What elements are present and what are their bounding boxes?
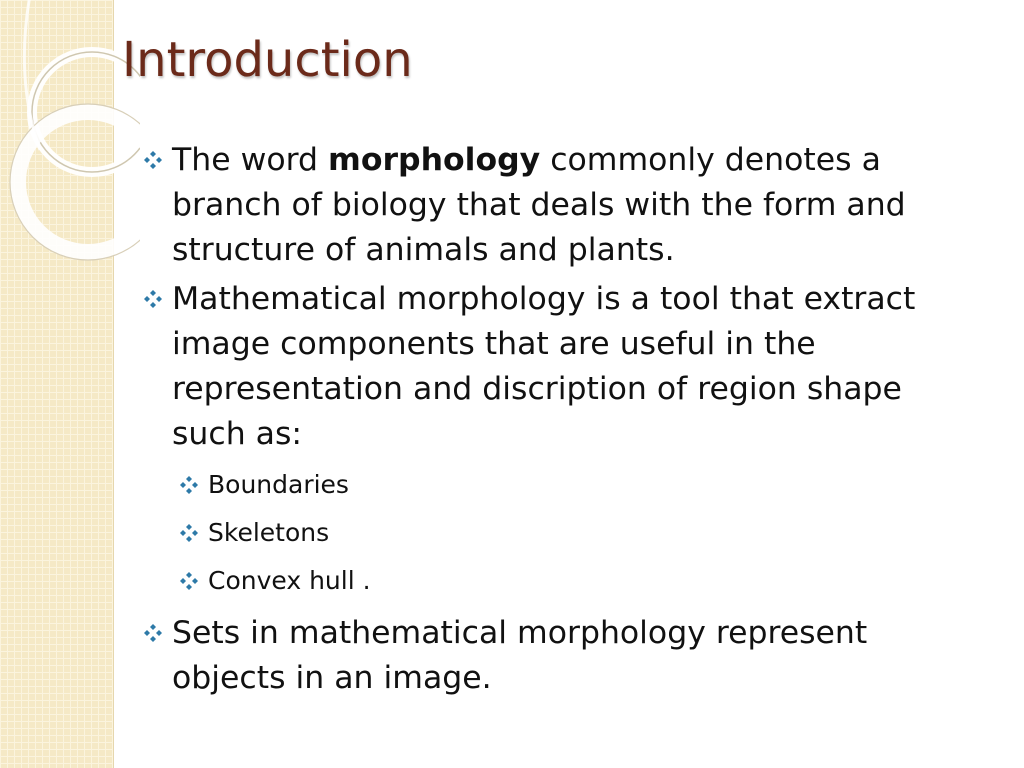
bullet-item-mathematical-morphology — [143, 277, 963, 457]
bullet-item-sets-represent-objects — [143, 611, 963, 701]
diamond-bullet-icon — [179, 571, 199, 591]
diamond-bullet-icon — [143, 623, 163, 643]
sub-bullet-item-convex-hull — [143, 557, 963, 605]
sub-bullet-text: Boundaries — [208, 470, 349, 499]
bullet-item-morphology-definition — [143, 138, 963, 273]
sub-bullet-list — [143, 461, 963, 605]
diamond-bullet-icon — [143, 150, 163, 170]
slide-title: Introduction — [122, 32, 413, 88]
sub-bullet-item-skeletons — [143, 509, 963, 557]
decorative-rings — [0, 0, 140, 300]
sub-bullet-item-boundaries — [143, 461, 963, 509]
bullet-text-prefix: The word — [172, 142, 329, 178]
bullet-text: Mathematical morphology is a tool that extract image components that are useful in the representation and discription of region shape such as: — [172, 281, 916, 452]
diamond-bullet-icon — [143, 289, 163, 309]
bullet-text-suffix: commonly denotes a branch of biology that deals with the form and structure of animals and plants. — [172, 142, 906, 268]
bullet-text: Sets in mathematical morphology represent objects in an image. — [172, 615, 868, 696]
sub-bullet-text: Skeletons — [208, 518, 330, 547]
diamond-bullet-icon — [179, 475, 199, 495]
bullet-list — [143, 138, 963, 701]
sub-bullet-text: Convex hull . — [208, 566, 371, 595]
diamond-bullet-icon — [179, 523, 199, 543]
bullet-text-bold-term: morphology — [328, 142, 541, 178]
